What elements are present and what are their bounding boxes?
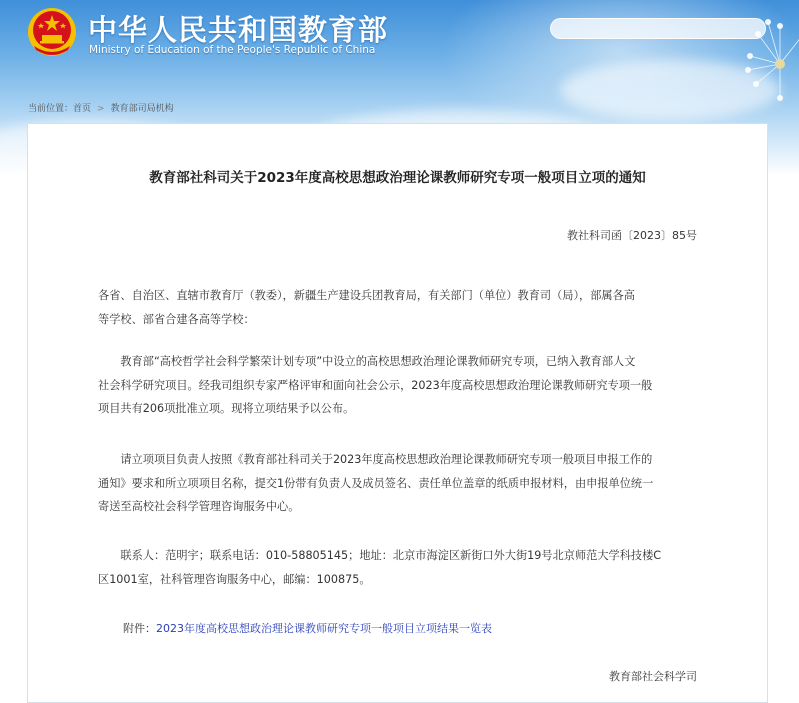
document-panel [27, 123, 768, 703]
dandelion-icon [728, 6, 799, 106]
paragraph-line: 请立项项目负责人按照《教育部社科司关于2023年度高校思想政治理论课教师研究专项一般项目申报工作的 [98, 453, 653, 466]
breadcrumb-separator: > [97, 104, 105, 114]
paragraph-line: 通知》要求和所立项项目名称，提交1份带有负责人及成员签名、责任单位盖章的纸质申报材料，由申报单位统一 [98, 476, 654, 490]
breadcrumb-item-home[interactable]: 首页 [73, 104, 92, 114]
national-emblem-icon[interactable] [26, 6, 78, 58]
breadcrumb-prefix: 当前位置： [28, 104, 74, 114]
attachment [123, 620, 492, 636]
breadcrumb-item-department[interactable]: 教育部司局机构 [110, 104, 174, 114]
document-signature: 教育部社会科学司 [609, 670, 697, 683]
paragraph-line: 联系人：范明宇；联系电话：010-58805145；地址：北京市海淀区新街口外大街19号北京师范大学科技楼C [98, 549, 662, 562]
breadcrumb [28, 101, 174, 114]
paragraph-line: 寄送至高校社会科学管理咨询服务中心。 [98, 500, 300, 513]
document-number: 教社科司函〔2023〕85号 [567, 229, 697, 242]
site-subtitle: Ministry of Education of the People's Republic of China [89, 44, 376, 56]
paragraph-line: 等学校、部省合建各高等学校： [98, 312, 255, 326]
paragraph-instructions [98, 448, 698, 519]
paragraph-line: 项目共有206项批准立项。现将立项结果予以公布。 [98, 402, 355, 415]
attachment-label: 附件： [123, 622, 156, 635]
attachment-link[interactable]: 2023年度高校思想政治理论课教师研究专项一般项目立项结果一览表 [156, 622, 492, 635]
paragraph-line: 教育部“高校哲学社会科学繁荣计划专项”中设立的高校思想政治理论课教师研究专项，已纳入教育部人文 [98, 355, 636, 368]
paragraph-contact [98, 544, 698, 591]
paragraph-recipients [98, 284, 698, 331]
paragraph-background [98, 350, 698, 421]
paragraph-line: 区1001室，社科管理咨询服务中心，邮编：100875。 [98, 572, 371, 586]
document-title: 教育部社科司关于2023年度高校思想政治理论课教师研究专项一般项目立项的通知 [149, 170, 646, 186]
paragraph-line: 社会科学研究项目。经我司组织专家严格评审和面向社会公示，2023年度高校思想政治理论课教师研究专项一般 [98, 378, 653, 392]
paragraph-line: 各省、自治区、直辖市教育厅（教委），新疆生产建设兵团教育局，有关部门（单位）教育司（局），部属各高 [98, 289, 635, 302]
site-title[interactable]: 中华人民共和国教育部 [88, 13, 389, 47]
